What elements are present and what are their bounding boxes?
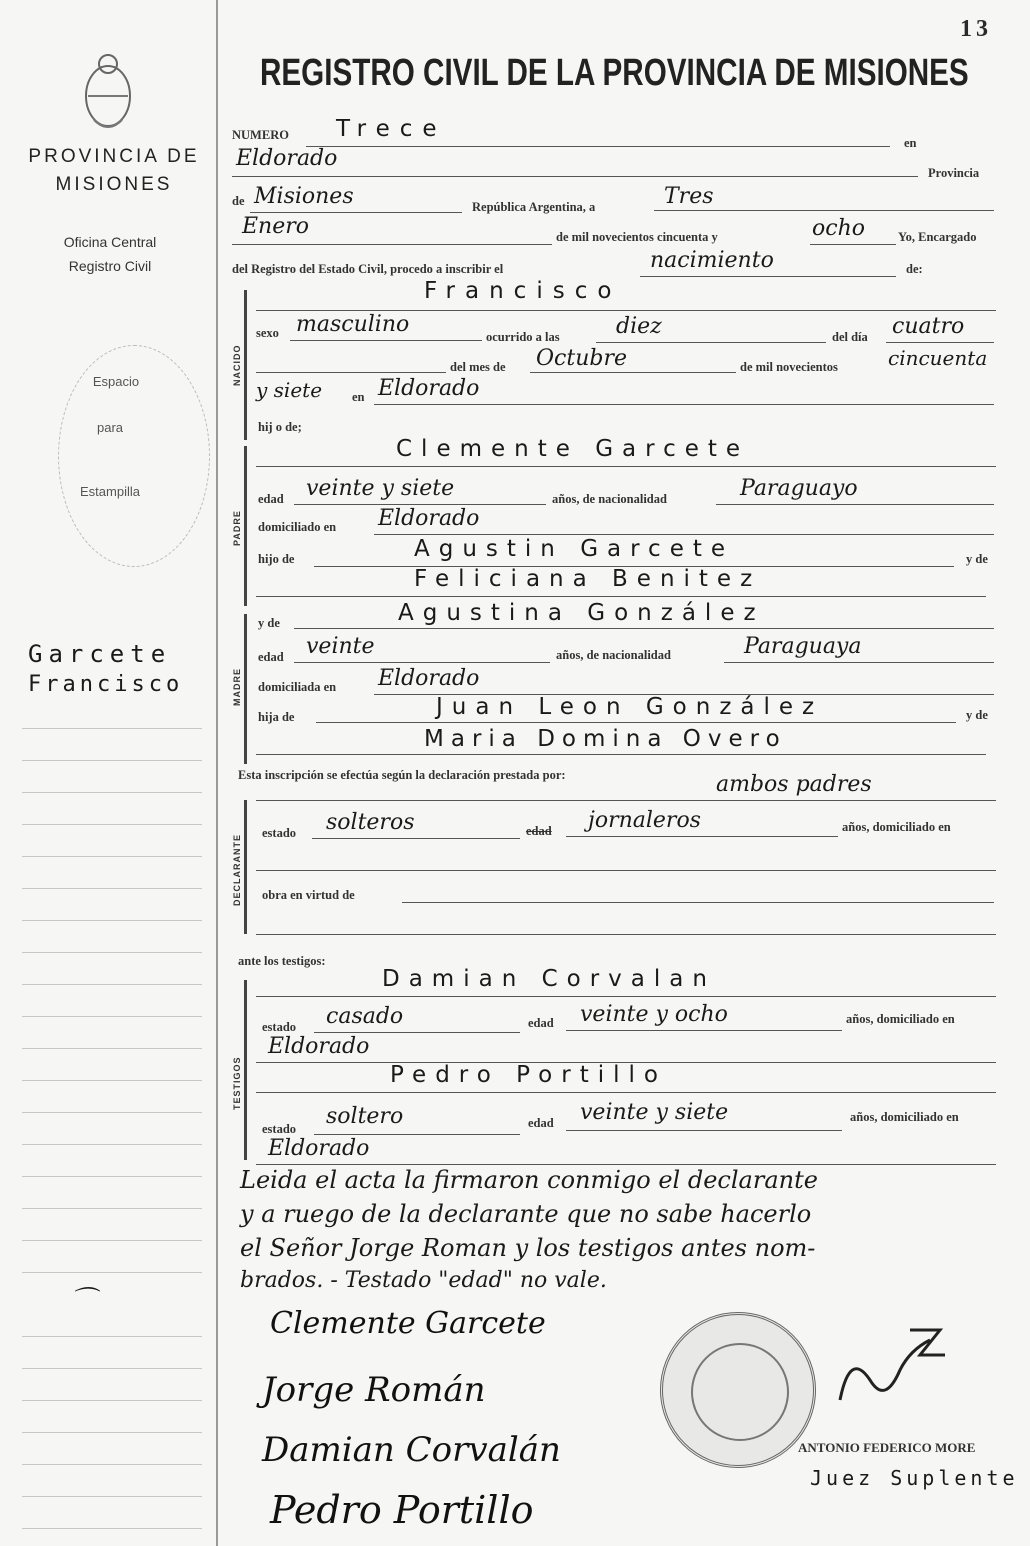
sidebar-given-name: Francisco xyxy=(28,672,184,697)
label-hijo-de-padre: hijo de xyxy=(258,552,295,566)
field-t1-estado: casado xyxy=(326,1004,404,1029)
office-line1: Oficina Central xyxy=(63,234,157,250)
label-provincia: Provincia xyxy=(928,166,980,180)
section-label-declarante: DECLARANTE xyxy=(232,834,242,906)
field-padre-padre: Agustin Garcete xyxy=(414,536,735,562)
field-padre-dom: Eldorado xyxy=(378,506,480,531)
field-madre-nac: Paraguaya xyxy=(744,634,862,659)
note-line-3: el Señor Jorge Roman y los testigos antes nom- xyxy=(240,1234,816,1262)
field-t2-dom: Eldorado xyxy=(268,1136,370,1161)
margin-mark: ⌒ xyxy=(70,1286,97,1316)
label-estado-t1: estado xyxy=(262,1020,297,1034)
field-mes-nac: Octubre xyxy=(536,346,627,371)
judge-name: ANTONIO FEDERICO MORE xyxy=(798,1440,976,1455)
province-line1: PROVINCIA DE xyxy=(28,146,200,167)
label-sexo: sexo xyxy=(256,326,279,340)
field-padre-edad: veinte y siete xyxy=(306,476,455,501)
label-edad-struck: edad xyxy=(526,824,552,838)
field-anio-nac-2: y siete xyxy=(256,378,323,402)
province-line2: MISIONES xyxy=(55,174,173,195)
field-t1-dom: Eldorado xyxy=(268,1034,370,1059)
label-y-de-madre-2: y de xyxy=(966,708,988,722)
stamp-label-1: Espacio xyxy=(92,374,140,389)
field-mes: Enero xyxy=(242,214,310,239)
field-anio: ocho xyxy=(812,216,865,241)
field-testigo2: Pedro Portillo xyxy=(390,1062,667,1088)
label-edad-padre: edad xyxy=(258,492,284,506)
judge-signature xyxy=(830,1310,950,1420)
coat-of-arms-icon xyxy=(80,50,136,134)
field-acto: nacimiento xyxy=(650,248,774,273)
note-line-2: y a ruego de la declarante que no sabe hacerlo xyxy=(240,1200,812,1228)
label-hija-de: hija de xyxy=(258,710,295,724)
field-sexo: masculino xyxy=(296,312,410,337)
label-dom-padre: domiciliado en xyxy=(258,520,337,534)
signature-2: Jorge Román xyxy=(262,1370,486,1410)
label-yo-encargado: Yo, Encargado xyxy=(898,230,977,244)
signature-3: Damian Corvalán xyxy=(262,1430,561,1470)
label-edad-t1: edad xyxy=(528,1016,554,1030)
label-mil-nov-2: de mil novecientos xyxy=(740,360,838,374)
section-label-nacido: NACIDO xyxy=(232,344,242,386)
field-padre-nac: Paraguayo xyxy=(740,476,858,501)
field-dia-nac: cuatro xyxy=(892,314,965,339)
label-estado-decl: estado xyxy=(262,826,297,840)
note-line-4: brados. - Testado "edad" no vale. xyxy=(240,1268,607,1293)
field-hora: diez xyxy=(616,314,662,339)
field-t2-estado: soltero xyxy=(326,1104,404,1129)
field-padre-madre: Feliciana Benitez xyxy=(414,566,762,592)
label-republica: República Argentina, a xyxy=(472,200,596,214)
office-line2: Registro Civil xyxy=(68,258,152,274)
page-title: REGISTRO CIVIL DE LA PROVINCIA DE MISIONES xyxy=(260,52,969,94)
label-dom-madre: domiciliada en xyxy=(258,680,337,694)
label-edad-madre: edad xyxy=(258,650,284,664)
label-de-colon: de: xyxy=(906,262,923,276)
field-lugar: Eldorado xyxy=(236,146,338,171)
field-numero: Trece xyxy=(336,116,447,142)
label-y-de-madre-1: y de xyxy=(258,616,280,630)
field-decl-estado: solteros xyxy=(326,810,415,835)
label-nac-padre: años, de nacionalidad xyxy=(552,492,667,506)
field-madre-madre: Maria Domina Overo xyxy=(424,726,787,752)
label-anos-dom-t2: años, domiciliado en xyxy=(850,1110,959,1124)
field-t1-edad: veinte y ocho xyxy=(580,1002,728,1027)
label-ante-testigos: ante los testigos: xyxy=(238,954,326,968)
label-en-nac: en xyxy=(352,390,365,404)
sidebar-surname: Garcete xyxy=(28,640,172,668)
stamp-label-3: Estampilla xyxy=(80,484,140,499)
field-madre-nombre: Agustina González xyxy=(398,600,765,626)
official-seal xyxy=(660,1312,816,1468)
field-madre-dom: Eldorado xyxy=(378,666,480,691)
label-del-registro: del Registro del Estado Civil, procedo a inscribir el xyxy=(232,262,504,276)
field-decl-edad: jornaleros xyxy=(588,808,701,833)
label-anos-dom-decl: años, domiciliado en xyxy=(842,820,951,834)
page-number: 13 xyxy=(960,16,992,42)
field-testigo1: Damian Corvalan xyxy=(382,966,716,992)
label-hijo: hij o de; xyxy=(258,420,302,434)
section-label-testigos: TESTIGOS xyxy=(232,1056,242,1110)
margin-rule xyxy=(216,0,218,1546)
label-estado-t2: estado xyxy=(262,1122,297,1136)
field-lugar-nac: Eldorado xyxy=(378,376,480,401)
note-line-1: Leida el acta la firmaron conmigo el declarante xyxy=(240,1166,818,1194)
stamp-label-2: para xyxy=(96,420,124,435)
label-en: en xyxy=(904,136,917,150)
judge-title: Juez Suplente xyxy=(810,1466,1019,1490)
label-numero: NUMERO xyxy=(232,128,289,142)
field-nombre: Francisco xyxy=(424,278,622,304)
label-mil-nov: de mil novecientos cincuenta y xyxy=(556,230,718,244)
label-obra: obra en virtud de xyxy=(262,888,355,902)
label-ocurrido: ocurrido a las xyxy=(486,330,560,344)
label-edad-t2: edad xyxy=(528,1116,554,1130)
label-nac-madre: años, de nacionalidad xyxy=(556,648,671,662)
signature-4: Pedro Portillo xyxy=(270,1488,534,1532)
signature-1: Clemente Garcete xyxy=(270,1306,546,1341)
section-label-madre: MADRE xyxy=(232,668,242,706)
label-del-mes: del mes de xyxy=(450,360,506,374)
field-provincia: Misiones xyxy=(254,184,354,209)
field-declarante: ambos padres xyxy=(716,772,872,797)
label-del-dia: del día xyxy=(832,330,868,344)
label-inscripcion: Esta inscripción se efectúa según la declaración prestada por: xyxy=(238,768,566,782)
field-madre-edad: veinte xyxy=(306,634,375,659)
section-label-padre: PADRE xyxy=(232,510,242,546)
field-madre-padre: Juan Leon González xyxy=(436,694,824,720)
field-t2-edad: veinte y siete xyxy=(580,1100,729,1125)
label-de-1: de xyxy=(232,194,245,208)
field-dia: Tres xyxy=(664,184,714,209)
field-anio-nac: cincuenta xyxy=(888,346,988,370)
label-y-de-padre: y de xyxy=(966,552,988,566)
field-padre-nombre: Clemente Garcete xyxy=(396,436,750,462)
label-anos-dom-t1: años, domiciliado en xyxy=(846,1012,955,1026)
